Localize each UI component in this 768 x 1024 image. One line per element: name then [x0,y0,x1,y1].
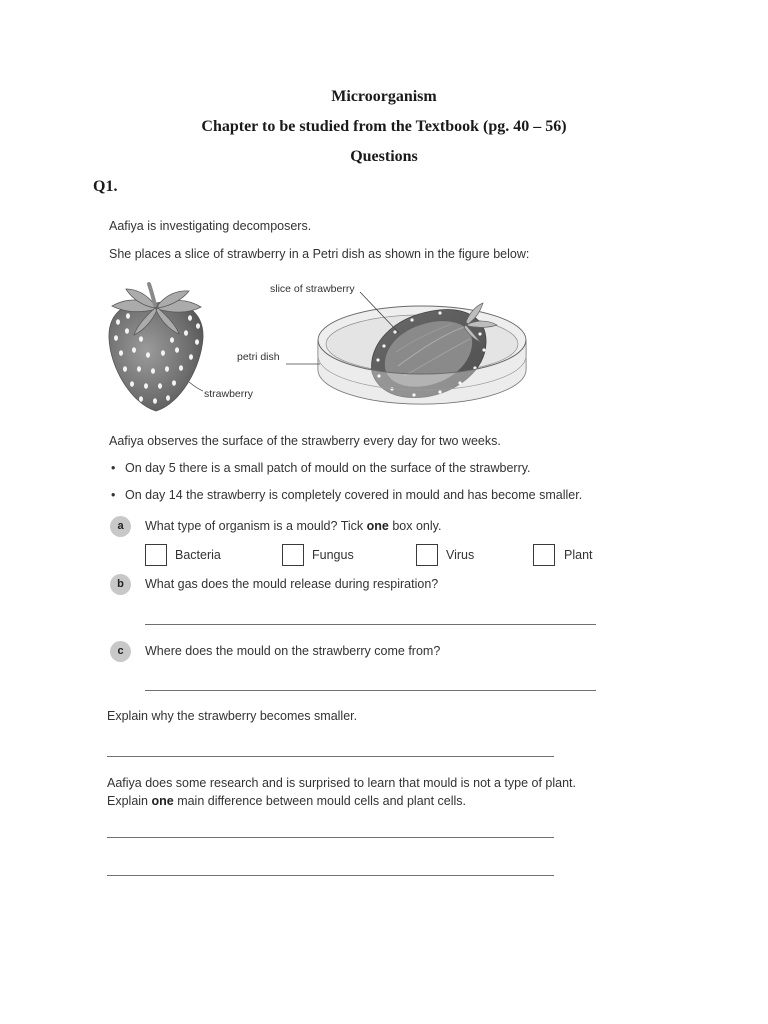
question-text: main difference between mould cells and plant cells. [173,794,467,808]
research-question [107,793,466,809]
option-label-plant: Plant [564,548,593,562]
bullet-symbol: • [111,488,116,502]
answer-line-c[interactable] [145,690,596,691]
strawberry-seed [175,347,179,353]
strawberry-seed [482,348,485,351]
question-text: What type of organism is a mould? Tick [145,519,367,533]
strawberry-seed [170,337,174,343]
question-text: Explain [107,794,152,808]
bullet-text: On day 5 there is a small patch of mould on the surface of the strawberry. [125,461,531,475]
strawberry-label: strawberry [204,388,254,400]
chapter-reference: Chapter to be studied from the Textbook (pg. 40 – 56) [201,118,567,135]
observation-text: Aafiya observes the surface of the strawberry every day for two weeks. [109,434,501,448]
strawberry-seed [376,358,379,361]
answer-line-research-2[interactable] [107,875,554,876]
strawberry-seed [196,323,200,329]
part-b-question: What gas does the mould release during respiration? [145,577,439,591]
strawberry-seed [123,366,127,372]
strawberry-seed [195,339,199,345]
strawberry-seed [179,365,183,371]
strawberry-seed [172,380,176,386]
whole-strawberry [109,284,203,411]
strawberry-seed [478,332,481,335]
strawberry-seed [158,383,162,389]
page-title: Microorganism [331,88,437,105]
strawberry-seed [139,396,143,402]
checkbox-virus[interactable] [416,544,438,566]
bullet-symbol: • [111,461,116,475]
strawberry-seed [438,311,441,314]
research-text: Aafiya does some research and is surprised to learn that mould is not a type of plant. [107,776,577,790]
checkbox-plant[interactable] [533,544,555,566]
bullet-text: On day 14 the strawberry is completely covered in mould and has become smaller. [125,488,583,502]
strawberry-seed [161,350,165,356]
checkbox-fungus[interactable] [282,544,304,566]
strawberry-seed [116,319,120,325]
experiment-figure [100,275,540,415]
part-c-question: Where does the mould on the strawberry come from? [145,644,441,658]
strawberry-seed [132,347,136,353]
strawberry-seed [184,330,188,336]
part-c-marker: c [110,641,131,662]
part-b-marker: b [110,574,131,595]
strawberry-seed [144,383,148,389]
strawberry-seed [146,352,150,358]
option-label-fungus: Fungus [312,548,354,562]
strawberry-seed [153,398,157,404]
intro-line: Aafiya is investigating decomposers. [109,219,312,233]
emphasis-text: one [151,794,174,808]
answer-line-b[interactable] [145,624,596,625]
strawberry-seed [166,395,170,401]
strawberry-leader-line [189,382,203,391]
slice-label: slice of strawberry [270,283,355,295]
part-a-question [145,518,441,534]
answer-line-explain[interactable] [107,756,554,757]
section-heading: Questions [350,148,418,165]
strawberry-seed [188,315,192,321]
strawberry-seed [189,354,193,360]
strawberry-seed [114,335,118,341]
question-text: box only. [388,519,442,533]
dish-label: petri dish [237,351,280,363]
strawberry-seed [125,328,129,334]
strawberry-seed [410,318,413,321]
strawberry-seed [382,344,385,347]
explain-question: Explain why the strawberry becomes smaller. [107,709,358,723]
answer-line-research-1[interactable] [107,837,554,838]
strawberry-seed [130,381,134,387]
checkbox-bacteria[interactable] [145,544,167,566]
emphasis-text: one [366,519,389,533]
strawberry-seed [126,313,130,319]
part-a-marker: a [110,516,131,537]
question-number: Q1. [93,178,118,195]
strawberry-seed [137,366,141,372]
strawberry-seed [151,368,155,374]
option-label-virus: Virus [446,548,475,562]
strawberry-seed [139,336,143,342]
strawberry-seed [119,350,123,356]
option-label-bacteria: Bacteria [175,548,221,562]
intro-line: She places a slice of strawberry in a Petri dish as shown in the figure below: [109,247,530,261]
strawberry-seed [393,330,396,333]
strawberry-seed [165,366,169,372]
